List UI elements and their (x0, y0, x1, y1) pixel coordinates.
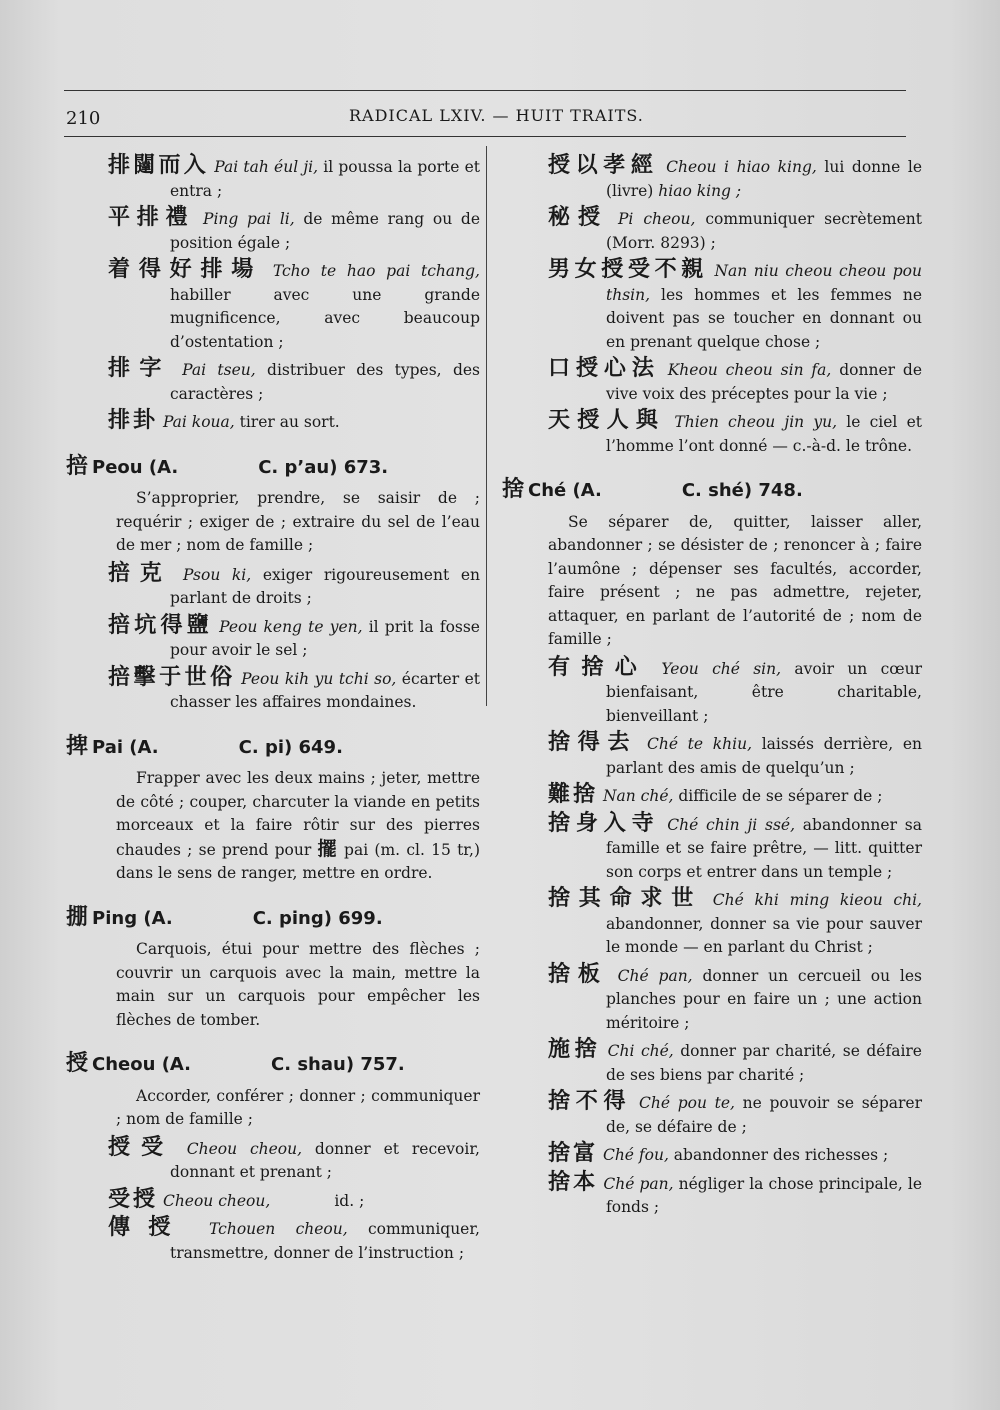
entry: 捨身入寺 Ché chin ji ssé, abandonner sa famille et se faire prêtre, — litt. quitter son corps et entrer dans un temple ; (548, 810, 922, 881)
entry: 掊坑得鹽 Peou keng te yen, il prit la fosse pour avoir le sel ; (108, 612, 480, 659)
entry: 掊克 Psou ki, exiger rigoureusement en parlant de droits ; (108, 560, 480, 607)
column-divider (486, 146, 487, 706)
entry: 授受 Cheou cheou, donner et recevoir, donnant et prenant ; (108, 1134, 480, 1181)
definition: Accorder, conférer ; donner ; communiquer ; nom de famille ; (116, 1086, 480, 1128)
entry: 排字 Pai tseu, distribuer des types, des caractères ; (108, 356, 480, 403)
header-rule-bottom (64, 136, 906, 137)
entry: 着得好排場 Tcho te hao pai tchang, habiller avec une grande mugnificence, avec beaucoup d’ostentation ; (108, 257, 480, 351)
headword-ping: 掤 Ping (A. C. ping) 699. (66, 904, 383, 930)
entry: 授以孝經 Cheou i hiao king, lui donne le (livre) hiao king ; (548, 153, 922, 200)
entry: 天授人與 Thien cheou jin yu, le ciel et l’homme l’ont donné — c.-à-d. le trône. (548, 408, 922, 455)
page-header (64, 100, 906, 140)
headword-che: 捨 Ché (A. C. shé) 748. (502, 477, 803, 502)
entry: 有捨心 Yeou ché sin, avoir un cœur bienfaisant, être charitable, bienveillant ; (548, 654, 922, 725)
entry: 傳授 Tchouen cheou, communiquer, transmettre, donner de l’instruction ; (108, 1215, 480, 1262)
entry: 捨不得 Ché pou te, ne pouvoir se séparer de, se défaire de ; (548, 1089, 922, 1136)
entry: 難捨 Nan ché, difficile de se séparer de ; (548, 782, 883, 807)
entry: 捨其命求世 Ché khi ming kieou chi, abandonner, donner sa vie pour sauver le monde — en parlant du Christ ; (548, 886, 922, 956)
entry: 掊擊于世俗 Peou kih yu tchi so, écarter et chasser les affaires mondaines. (108, 664, 480, 711)
entry: 捨本 Ché pan, négliger la chose principale, le fonds ; (548, 1169, 922, 1216)
left-column (66, 154, 480, 1268)
entry: 排卦 Pai koua, tirer au sort. (108, 408, 340, 433)
definition: Frapper avec les deux mains ; jeter, mettre de côté ; couper, charcuter la viande en petits morceaux et la faire rôtir sur des pierres chaudes ; se prend pour 擺 pai (m. cl. 15 tr,) dans le sens de ranger, mettre en ordre. (116, 769, 480, 882)
headword-peou: 掊 Peou (A. C. p’au) 673. (66, 453, 389, 479)
entry: 秘授 Pi cheou, communiquer secrètement (Morr. 8293) ; (548, 205, 922, 252)
entry: 排闥而入 Pai tah éul ji, il poussa la porte et entra ; (108, 153, 480, 200)
definition: Carquois, étui pour mettre des flèches ; couvrir un carquois avec la main, mettre la main sur un carquois pour empêcher les flèches de tomber. (116, 940, 480, 1029)
page-number: 210 (66, 108, 101, 129)
header-rule-top (64, 90, 906, 91)
definition: Se séparer de, quitter, laisser aller, abandonner ; se désister de ; renoncer à ; faire l’aumône ; dépenser ses facultés, accorder, faire présent ; ne pas admettre, rejeter, attaquer, en parlant de l’autorité de ; nom de famille ; (548, 512, 922, 648)
entry: 捨板 Ché pan, donner un cercueil ou les planches pour en faire un ; une action méritoire ; (548, 961, 922, 1032)
running-title: RADICAL LXIV. — HUIT TRAITS. (349, 106, 644, 125)
definition: S’approprier, prendre, se saisir de ; requérir ; exiger de ; extraire du sel de l’eau de mer ; nom de famille ; (116, 489, 480, 554)
entry: 男女授受不親 Nan niu cheou cheou pou thsin, les hommes et les femmes ne doivent pas se toucher en donnant ou en prenant quelque chose ; (548, 257, 922, 351)
entry: 捨富 Ché fou, abandonner des richesses ; (548, 1141, 889, 1166)
entry: 受授 Cheou cheou, id. ; (108, 1186, 365, 1212)
entry: 平排禮 Ping pai li, de même rang ou de position égale ; (108, 205, 480, 252)
entry: 捨得去 Ché te khiu, laissés derrière, en parlant des amis de quelqu’un ; (548, 730, 922, 777)
entry: 口授心法 Kheou cheou sin fa, donner de vive voix des préceptes pour la vie ; (548, 356, 922, 403)
right-column (502, 154, 922, 1223)
entry: 施捨 Chi ché, donner par charité, se défaire de ses biens par charité ; (548, 1037, 922, 1084)
headword-pai: 捭 Pai (A. C. pi) 649. (66, 733, 343, 759)
headword-cheou: 授 Cheou (A. C. shau) 757. (66, 1051, 405, 1076)
